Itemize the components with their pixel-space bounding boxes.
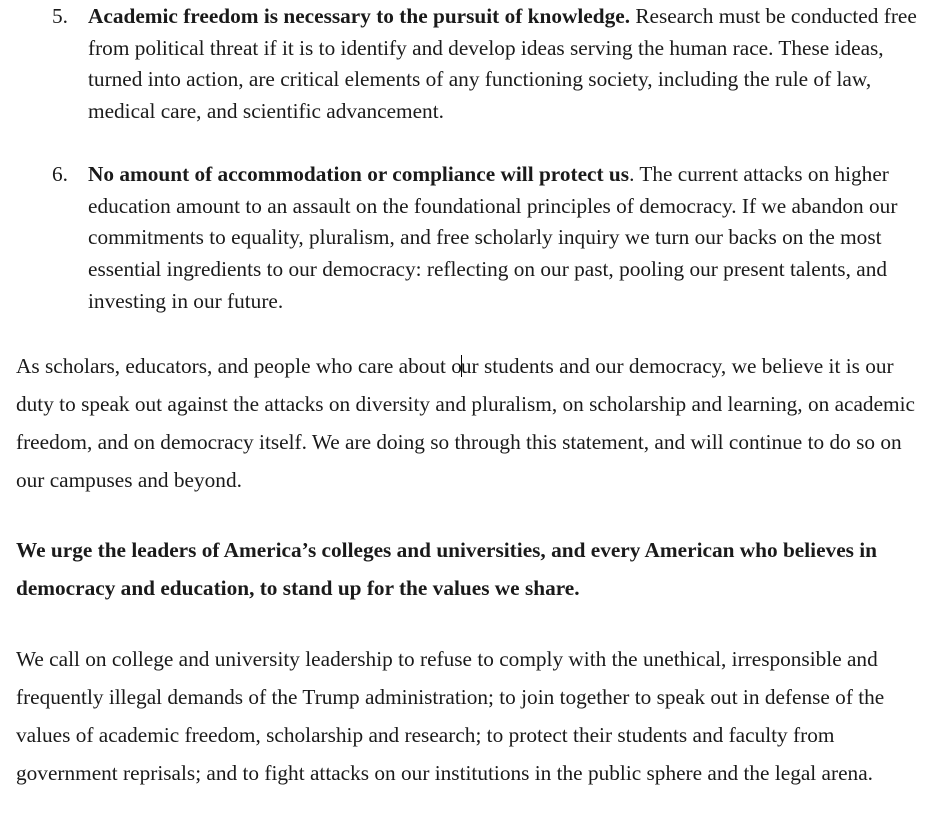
list-number: 5. (52, 4, 68, 28)
list-item-heading: No amount of accommodation or compliance will protect us (88, 162, 630, 186)
paragraph-text-after-cursor: ur students and our democracy, we believe it is our duty to speak out against the attacks on diversity and pluralism, on scholarship and learning, on academic freedom, and on democracy itself. We are doing so through this statement, and will continue to do so on our campuses and beyond. (16, 354, 915, 492)
list-item-text: . The current attacks on higher education amount to an assault on the foundational principles of democracy. If we abandon our commitments to equality, pluralism, and free scholarly inquiry we turn our backs on the most essential ingredients to our democracy: reflecting on our past, pooling our present talents, and investing in our future. (88, 162, 898, 313)
list-item-heading: Academic freedom is necessary to the pursuit of knowledge. (88, 4, 631, 28)
list-item-body[interactable] (88, 1, 923, 128)
paragraph-scholars[interactable] (16, 347, 921, 499)
list-number: 6. (52, 162, 68, 186)
list-item-text: Research must be conducted free from political threat if it is to identify and develop ideas serving the human race. These ideas, turned into action, are critical elements of any functioning society, including the rule of law, medical care, and scientific advancement. (88, 4, 917, 124)
paragraph-text-before-cursor: As scholars, educators, and people who care about o (16, 354, 462, 378)
list-item-body[interactable] (88, 159, 923, 318)
paragraph-urge-leaders[interactable]: We urge the leaders of America’s colleges and universities, and every American who believes in democracy and education, to stand up for the values we share. (16, 538, 878, 600)
paragraph-call-on-leadership[interactable]: We call on college and university leadership to refuse to comply with the unethical, irresponsible and frequently illegal demands of the Trump administration; to join together to speak out in defense of the values of academic freedom, scholarship and research; to protect their students and faculty from government reprisals; and to fight attacks on our institutions in the public sphere and the legal arena. (16, 647, 885, 785)
